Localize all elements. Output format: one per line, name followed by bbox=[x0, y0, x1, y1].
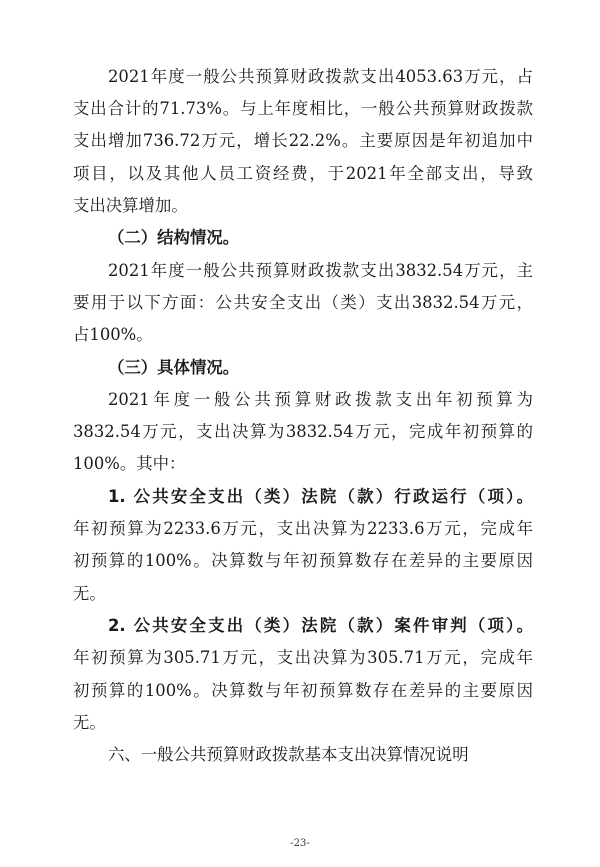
section-heading: 六、一般公共预算财政拨款基本支出决算情况说明 bbox=[108, 745, 469, 764]
paragraph-line: 100%。其中： bbox=[73, 454, 186, 473]
paragraph-line: 初预算的100%。决算数与年初预算数存在差异的主要原因 bbox=[73, 551, 533, 570]
paragraph-line: 占100%。 bbox=[73, 325, 153, 344]
item-heading: 2. 公共安全支出（类）法院（款）案件审判（项）。 bbox=[108, 616, 533, 635]
paragraph-line: 无。 bbox=[73, 584, 106, 603]
paragraph-line: 无。 bbox=[73, 713, 106, 732]
paragraph-line: 2021年度一般公共预算财政拨款支出年初预算为 bbox=[108, 390, 533, 409]
paragraph-line: 支出决算增加。 bbox=[73, 196, 188, 215]
paragraph-line: 2021年度一般公共预算财政拨款支出4053.63万元，占 bbox=[108, 67, 533, 86]
paragraph-line: 支出增加736.72万元，增长22.2%。主要原因是年初追加中 bbox=[73, 131, 533, 150]
item-heading: 1. 公共安全支出（类）法院（款）行政运行（项）。 bbox=[108, 487, 533, 506]
paragraph-line: 3832.54万元，支出决算为3832.54万元，完成年初预算的 bbox=[73, 422, 533, 441]
page-number: -23- bbox=[290, 838, 310, 849]
section-heading: （三）具体情况。 bbox=[108, 358, 240, 377]
section-heading: （二）结构情况。 bbox=[108, 228, 240, 247]
paragraph-line: 支出合计的71.73%。与上年度相比，一般公共预算财政拨款 bbox=[73, 99, 533, 118]
paragraph-line: 年初预算为305.71万元，支出决算为305.71万元，完成年 bbox=[73, 648, 533, 667]
paragraph-line: 2021年度一般公共预算财政拨款支出3832.54万元，主 bbox=[108, 261, 533, 280]
paragraph-line: 年初预算为2233.6万元，支出决算为2233.6万元，完成年 bbox=[73, 519, 533, 538]
paragraph-line: 初预算的100%。决算数与年初预算数存在差异的主要原因 bbox=[73, 681, 533, 700]
paragraph-line: 项目，以及其他人员工资经费，于2021年全部支出，导致 bbox=[73, 164, 533, 183]
paragraph-line: 要用于以下方面：公共安全支出（类）支出3832.54万元， bbox=[73, 293, 533, 312]
